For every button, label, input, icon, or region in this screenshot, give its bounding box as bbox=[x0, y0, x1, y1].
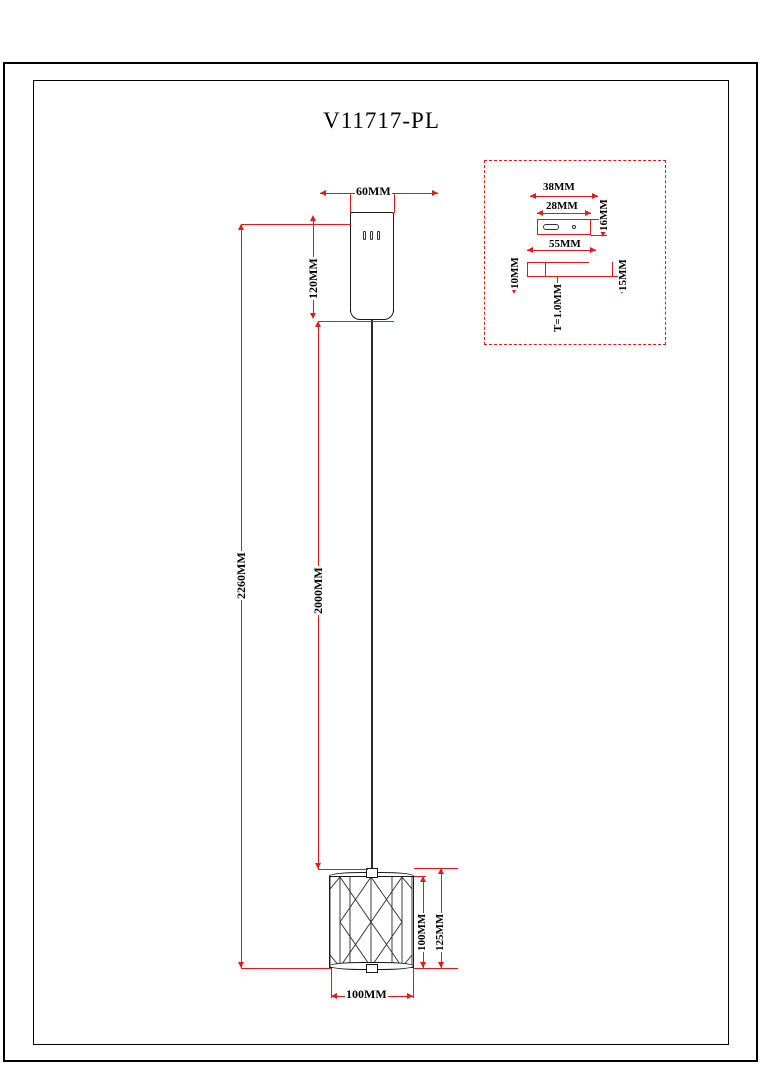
shade-finial bbox=[366, 964, 378, 973]
dim-shade-width-ext-left bbox=[331, 968, 332, 998]
shade-crystal-pattern bbox=[330, 877, 413, 967]
arrow-up bbox=[310, 215, 316, 221]
bracket-top-edge bbox=[527, 262, 589, 263]
dim-total-height-ext-top bbox=[241, 224, 351, 225]
dim-label-plate-inner-length: 28MM bbox=[546, 200, 578, 212]
arrow-up bbox=[238, 224, 244, 230]
arrow-down bbox=[238, 962, 244, 968]
mounting-plate-hole bbox=[572, 225, 576, 229]
bracket-bottom-edge bbox=[527, 276, 545, 277]
suspension-rod bbox=[371, 320, 373, 873]
dim-total-height-ext-bottom bbox=[241, 968, 331, 969]
arrow-right bbox=[590, 247, 596, 253]
dim-label-shade-width: 100MM bbox=[346, 987, 387, 1001]
arrow-left bbox=[537, 210, 543, 216]
dim-shade-body-ext-top bbox=[414, 876, 426, 877]
dim-label-canopy-width: 60MM bbox=[356, 184, 391, 198]
canopy-housing bbox=[350, 212, 394, 312]
canopy-base bbox=[350, 310, 394, 320]
dim-plate-inner-line bbox=[537, 213, 591, 214]
shade-body bbox=[329, 876, 414, 968]
bracket-right-edge bbox=[545, 276, 612, 277]
dim-label-drop-height: 2000MM bbox=[311, 567, 325, 614]
dim-label-bracket-left: 10MM bbox=[509, 257, 521, 289]
canopy-vent-slot bbox=[363, 231, 366, 240]
bracket-center-stem bbox=[545, 262, 546, 276]
canopy-vent-slot bbox=[377, 231, 380, 240]
dim-label-plate-length: 38MM bbox=[543, 181, 575, 193]
arrow-left bbox=[527, 247, 533, 253]
dim-label-plate-height: 16MM bbox=[598, 199, 610, 231]
bracket-left-leg bbox=[527, 262, 528, 276]
dim-canopy-width-ext-left bbox=[350, 193, 351, 213]
dim-label-total-height: 2260MM bbox=[234, 552, 248, 599]
dim-label-thickness: T=1.0MM bbox=[552, 283, 564, 332]
dim-drop-ext-bottom bbox=[318, 869, 368, 870]
dim-plate-height-ext-bottom bbox=[591, 235, 607, 236]
arrow-up bbox=[315, 321, 321, 327]
mounting-plate-slot bbox=[543, 224, 559, 230]
dim-canopy-width-ext-right bbox=[394, 193, 395, 213]
dim-bracket-length-line bbox=[527, 250, 596, 251]
dim-label-shade-body-height: 100MM bbox=[416, 913, 428, 951]
arrow-right bbox=[432, 190, 438, 196]
arrow-down bbox=[315, 863, 321, 869]
arrow-right bbox=[585, 210, 591, 216]
dim-drop-ext-top bbox=[318, 321, 394, 322]
dim-shade-overall-ext-top bbox=[414, 868, 458, 869]
page-title: V11717-PL bbox=[323, 108, 440, 133]
dim-plate-length-line bbox=[530, 196, 598, 197]
arrow-left bbox=[530, 193, 536, 199]
dim-shade-width-ext-right bbox=[413, 968, 414, 998]
arrow-down bbox=[310, 313, 316, 319]
canopy-vent-slot bbox=[370, 231, 373, 240]
dim-shade-overall-ext-bottom bbox=[414, 968, 458, 969]
arrow-left bbox=[320, 190, 326, 196]
bracket-right-leg bbox=[612, 262, 613, 276]
dim-label-shade-overall-height: 125MM bbox=[434, 913, 446, 951]
dim-label-bracket-right: 15MM bbox=[617, 259, 629, 291]
dim-label-bracket-length: 55MM bbox=[549, 238, 581, 250]
dim-label-canopy-height: 120MM bbox=[306, 258, 320, 299]
